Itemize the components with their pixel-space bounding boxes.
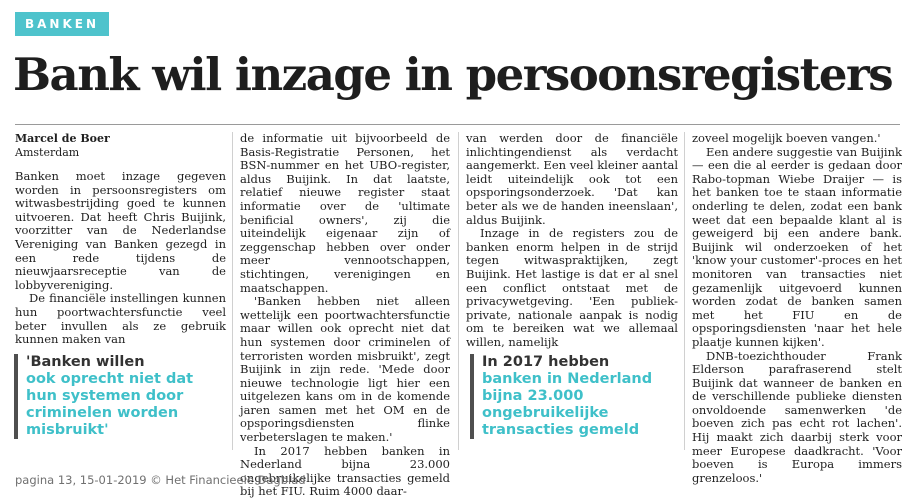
pull-quote-accent: banken in Nederland bijna 23.000 ongebruikelijke transacties gemeld — [482, 371, 653, 438]
pull-quote — [470, 354, 682, 439]
column-divider — [458, 132, 459, 450]
section-tag: BANKEN — [15, 12, 109, 36]
divider — [15, 124, 900, 125]
paragraph: De financiële instellingen kunnen hun poortwachtersfunctie veel beter invullen als ze gebruik kunnen maken van — [15, 291, 226, 347]
column-4 — [692, 132, 902, 485]
paragraph: Banken moet inzage gegeven worden in persoonsregisters om witwasbestrijding goed te kunnen uitvoeren. Dat heeft Chris Buijink, voorzitter van de Nederlandse Vereniging van Banken gezegd in een rede tijdens de nieuwjaarsreceptie van de lobbyvereniging. — [15, 169, 226, 292]
pull-quote-lead: In 2017 hebben — [482, 354, 610, 370]
paragraph: 'Banken hebben niet alleen wettelijk een poortwachtersfunctie maar willen ook oprecht niet dat hun systemen door criminelen of terroristen worden misbruikt', zegt Buijink in zijn rede. 'Mede door nieuwe technologie ligt hier een uitgelezen kans om in de komende jaren samen met het OM en de opsporingsdiensten flinke verbeterslagen te maken.' — [240, 294, 450, 445]
pull-quote-lead: 'Banken willen — [26, 354, 145, 370]
paragraph: zoveel mogelijk boeven vangen.' — [692, 131, 881, 145]
column-divider — [684, 132, 685, 450]
pull-quote-accent: ook oprecht niet dat hun systemen door criminelen worden misbruikt' — [26, 371, 194, 438]
page-footer: pagina 13, 15-01-2019 © Het Financieele Dagblad — [15, 473, 306, 487]
column-2 — [240, 132, 450, 499]
paragraph: Inzage in de registers zou de banken enorm helpen in de strijd tegen witwaspraktijken, zegt Buijink. Het lastige is dat er al snel een conflict ontstaat met de privacywetgeving. 'Een publiek-private, nationale aanpak is nodig om te bereiken wat we allemaal willen, namelijk — [466, 226, 678, 349]
column-1 — [15, 132, 226, 347]
paragraph: Een andere suggestie van Buijink — een die al eerder is gedaan door Rabo-topman Wiebe Draijer — is het banken toe te staan informatie onderling te delen, zodat een bank weet dat een bepaalde klant al is geweigerd bij een andere bank. Buijink wil onderzoeken of het 'know your customer'-proces en het monitoren van transacties niet gezamenlijk uitgevoerd kunnen worden zodat de banken samen met het FIU en de opsporingsdiensten 'naar het hele plaatje kunnen kijken'. — [692, 144, 902, 349]
paragraph: de informatie uit bijvoorbeeld de Basis-Registratie Personen, het BSN-nummer en het UBO-register, aldus Buijink. In dat laatste, relatief nieuwe register staat informatie over de 'ultimate benificial owners', zij die uiteindelijk eigenaar zijn of zeggenschap hebben over onder meer vennootschappen, stichtingen, verenigingen en maatschappen. — [240, 131, 450, 295]
dateline-location: Amsterdam — [15, 145, 80, 159]
column-3 — [466, 132, 678, 350]
column-divider — [232, 132, 233, 450]
author-name: Marcel de Boer — [15, 132, 110, 145]
paragraph: DNB-toezichthouder Frank Elderson parafraserend stelt Buijink dat wanneer de banken en de verschillende publieke diensten onvoldoende samenwerken 'de boeven zich pas echt rot lachen'. Hij maakt zich daarbij sterk voor meer Europese daadkracht. 'Voor boeven is Europa immers grenzeloos.' — [692, 348, 902, 485]
paragraph: In 2017 hebben banken in Nederland bijna 23.000 ongebruikelijke transacties gemeld bij het FIU. Ruim 4000 daar- — [240, 443, 450, 499]
paragraph: van werden door de financiële inlichtingendienst als verdacht aangemerkt. Een veel kleiner aantal leidt uiteindelijk ook tot een opsporingsonderzoek. 'Dat kan beter als we de handen ineenslaan', aldus Buijink. — [466, 131, 678, 227]
pull-quote — [14, 354, 226, 439]
headline: Bank wil inzage in persoonsregisters — [13, 48, 893, 101]
